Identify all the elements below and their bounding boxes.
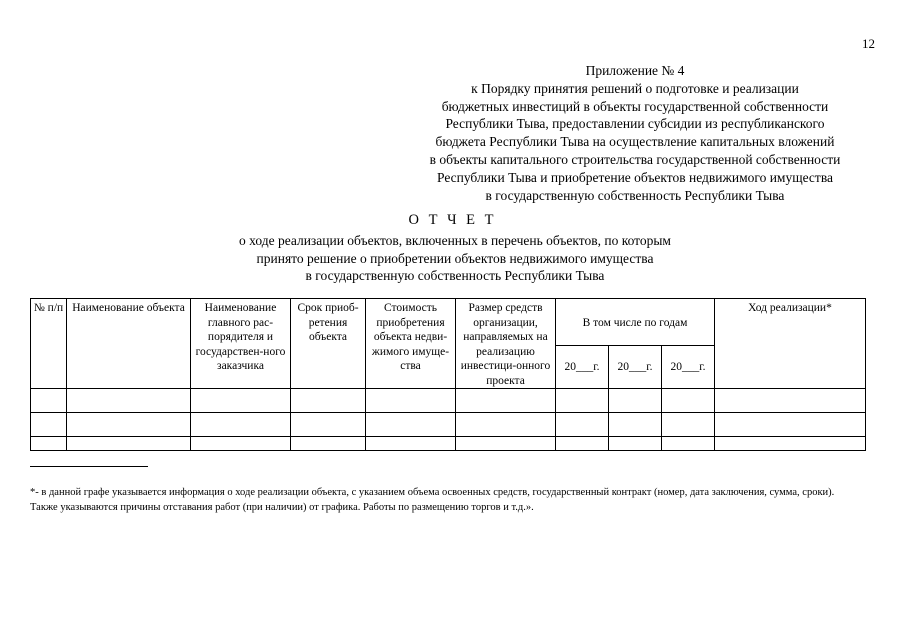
table-cell <box>456 413 556 437</box>
appendix-header <box>395 62 875 204</box>
appendix-line: в государственную собственность Республики Тыва <box>485 187 785 203</box>
table-cell <box>31 437 67 451</box>
table-cell <box>609 413 662 437</box>
table-header-row <box>31 299 866 346</box>
report-table <box>30 298 866 451</box>
table-cell <box>456 437 556 451</box>
header-term: Срок приоб-ретения объекта <box>291 299 366 389</box>
table-cell <box>662 437 715 451</box>
page-number: 12 <box>862 36 875 51</box>
report-subtitle-line: о ходе реализации объектов, включенных в перечень объектов, по которым <box>239 233 671 248</box>
appendix-line: к Порядку принятия решений о подготовке и реализации <box>471 80 799 96</box>
table-cell <box>31 413 67 437</box>
table-cell <box>556 437 609 451</box>
table-cell <box>662 413 715 437</box>
table-row <box>31 437 866 451</box>
footnote-line: *- в данной графе указывается информация о ходе реализации объекта, с указанием объема освоенных средств, государственный контракт (номер, дата заключения, сумма, сроки). <box>30 487 835 498</box>
table-row <box>31 413 866 437</box>
table-cell <box>366 389 456 413</box>
report-subtitle-line: принято решение о приобретении объектов недвижимого имущества <box>256 250 654 266</box>
table-cell <box>609 437 662 451</box>
footnote <box>30 485 880 515</box>
header-object-name: Наименование объекта <box>67 299 191 389</box>
table-cell <box>609 389 662 413</box>
table-cell <box>291 413 366 437</box>
table-cell <box>715 413 866 437</box>
appendix-line: Республики Тыва и приобретение объектов недвижимого имущества <box>436 169 834 185</box>
header-by-years: В том числе по годам <box>556 299 715 346</box>
header-year: 20___г. <box>556 346 609 389</box>
table-cell <box>556 389 609 413</box>
table-cell <box>715 437 866 451</box>
table-cell <box>67 389 191 413</box>
table-cell <box>191 389 291 413</box>
footnote-line: Также указываются причины отставания работ (при наличии) от графика. Работы по размещению торгов и т.д.». <box>30 502 534 513</box>
report-subtitle <box>120 232 790 285</box>
table-cell <box>191 437 291 451</box>
table-cell <box>191 413 291 437</box>
header-customer: Наименование главного рас-порядителя и государствен-ного заказчика <box>191 299 291 389</box>
table-cell <box>456 389 556 413</box>
appendix-line: бюджета Республики Тыва на осуществление капитальных вложений <box>435 134 835 150</box>
header-num: № п/п <box>31 299 67 389</box>
header-funds: Размер средств организации, направляемых на реализацию инвестици-онного проекта <box>456 299 556 389</box>
table-row <box>31 389 866 413</box>
header-progress: Ход реализации* <box>715 299 866 389</box>
table-cell <box>366 413 456 437</box>
appendix-line: бюджетных инвестиций в объекты государственной собственности <box>441 98 829 114</box>
appendix-title: Приложение № 4 <box>585 63 685 78</box>
table-cell <box>291 389 366 413</box>
appendix-line: Республики Тыва, предоставлении субсидии из республиканского <box>445 116 825 132</box>
report-title: О Т Ч Е Т <box>408 212 497 228</box>
table-cell <box>662 389 715 413</box>
header-year: 20___г. <box>662 346 715 389</box>
table-cell <box>67 437 191 451</box>
table-cell <box>67 413 191 437</box>
table-cell <box>31 389 67 413</box>
table-cell <box>556 413 609 437</box>
table-cell <box>366 437 456 451</box>
report-subtitle-line: в государственную собственность Республики Тыва <box>305 268 605 283</box>
table-cell <box>291 437 366 451</box>
header-cost: Стоимость приобретения объекта недви-жимого имуще-ства <box>366 299 456 389</box>
appendix-line: в объекты капитального строительства государственной собственности <box>429 151 841 167</box>
table-cell <box>715 389 866 413</box>
footnote-separator <box>30 466 148 467</box>
header-year: 20___г. <box>609 346 662 389</box>
